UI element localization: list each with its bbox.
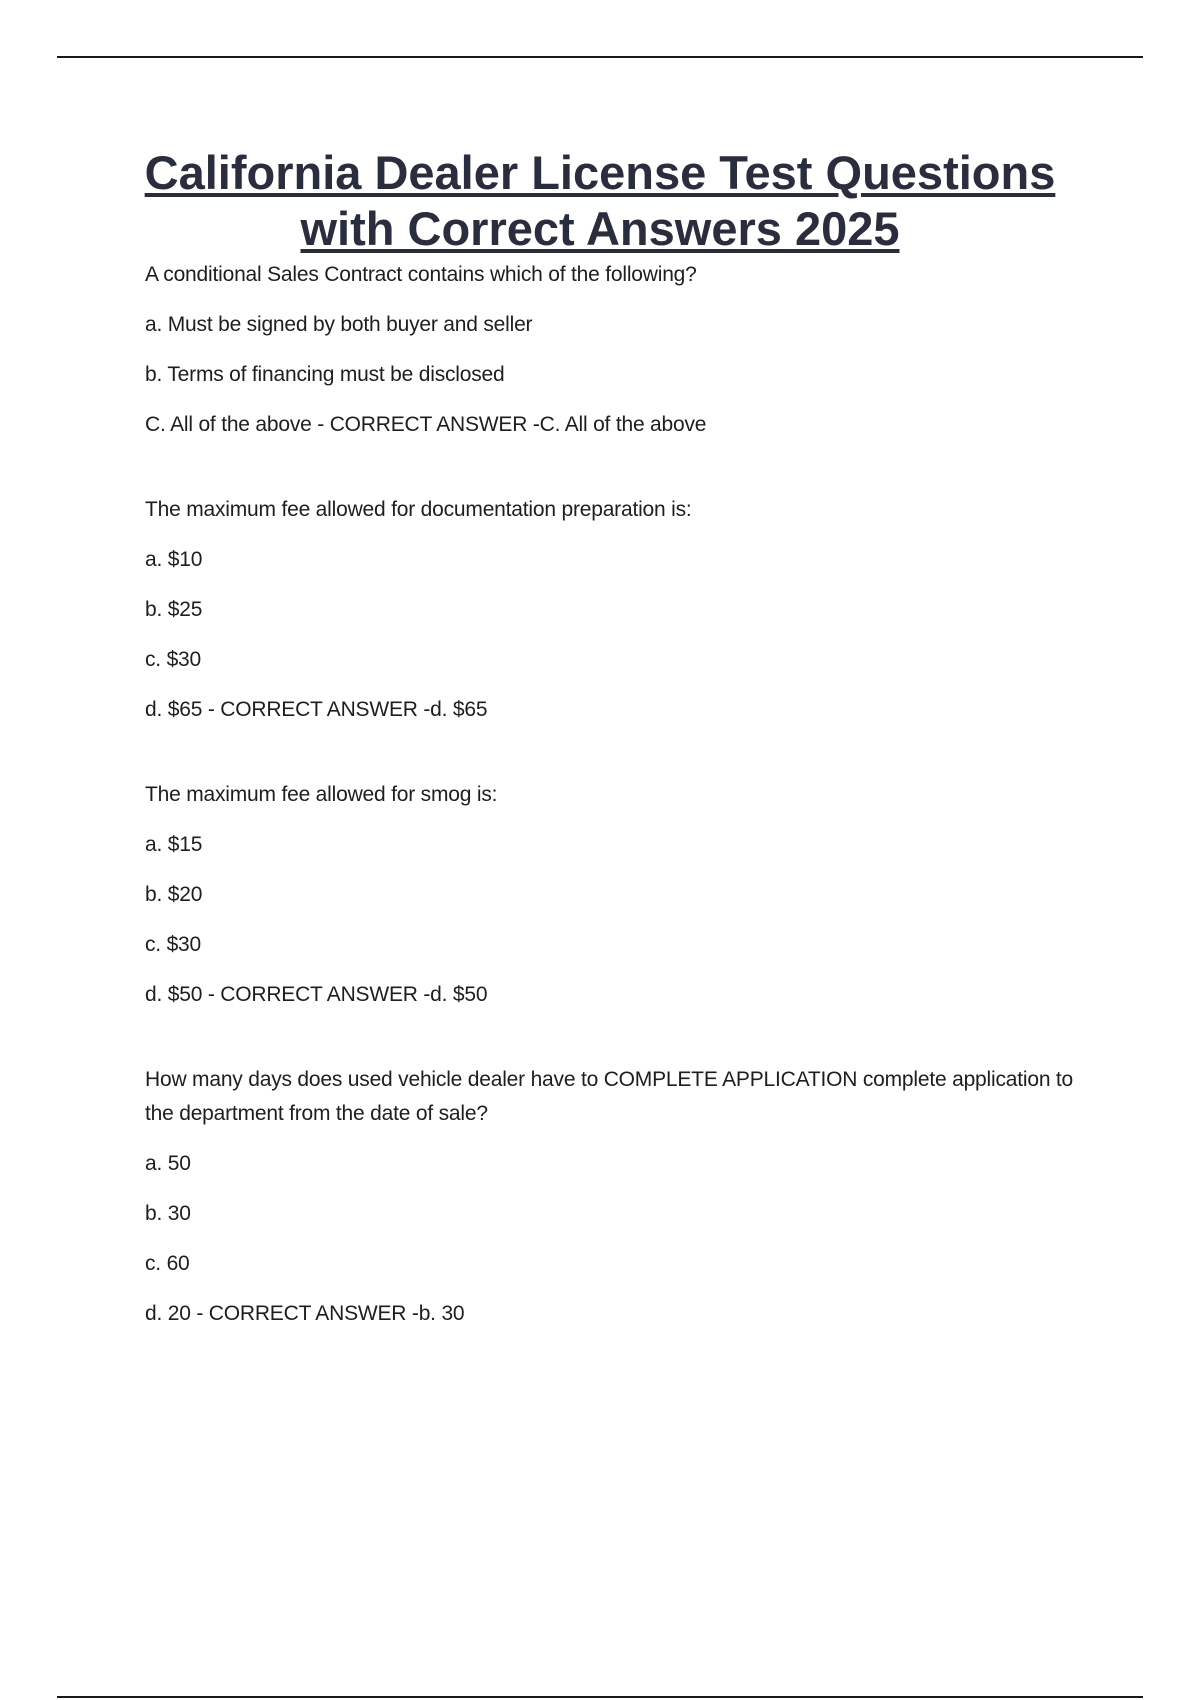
- page-title-line-2: with Correct Answers 2025: [300, 202, 900, 255]
- question-text: How many days does used vehicle dealer have to COMPLETE APPLICATION complete application to the department from the date of sale?: [145, 1068, 1074, 1125]
- page-title: [100, 145, 1100, 257]
- answer-option-correct: d. 20 - CORRECT ANSWER -b. 30: [145, 1302, 465, 1325]
- answer-option: b. $20: [145, 883, 203, 906]
- answer-option: b. 30: [145, 1202, 191, 1225]
- answer-option: a. 50: [145, 1152, 191, 1175]
- answer-option-correct: d. $65 - CORRECT ANSWER -d. $65: [145, 698, 488, 721]
- question-text: The maximum fee allowed for documentation preparation is:: [145, 498, 692, 521]
- answer-option: c. $30: [145, 648, 202, 671]
- question-block-3: [145, 778, 1095, 1012]
- question-block-4: [145, 1063, 1095, 1331]
- answer-option: b. Terms of financing must be disclosed: [145, 363, 505, 386]
- answer-option-correct: d. $50 - CORRECT ANSWER -d. $50: [145, 983, 488, 1006]
- question-block-2: [145, 493, 1095, 727]
- answer-option: a. Must be signed by both buyer and seller: [145, 313, 533, 336]
- bottom-divider: [57, 1696, 1143, 1698]
- answer-option: c. 60: [145, 1252, 190, 1275]
- answer-option: c. $30: [145, 933, 202, 956]
- document-body: [145, 258, 1095, 1382]
- answer-option: b. $25: [145, 598, 203, 621]
- answer-option: a. $10: [145, 548, 203, 571]
- answer-option: a. $15: [145, 833, 203, 856]
- page-title-line-1: California Dealer License Test Questions: [144, 146, 1056, 199]
- answer-option-correct: C. All of the above - CORRECT ANSWER -C. All of the above: [145, 413, 707, 436]
- top-divider: [57, 56, 1143, 58]
- question-text: A conditional Sales Contract contains which of the following?: [145, 263, 697, 286]
- question-text: The maximum fee allowed for smog is:: [145, 783, 498, 806]
- question-block-1: [145, 258, 1095, 442]
